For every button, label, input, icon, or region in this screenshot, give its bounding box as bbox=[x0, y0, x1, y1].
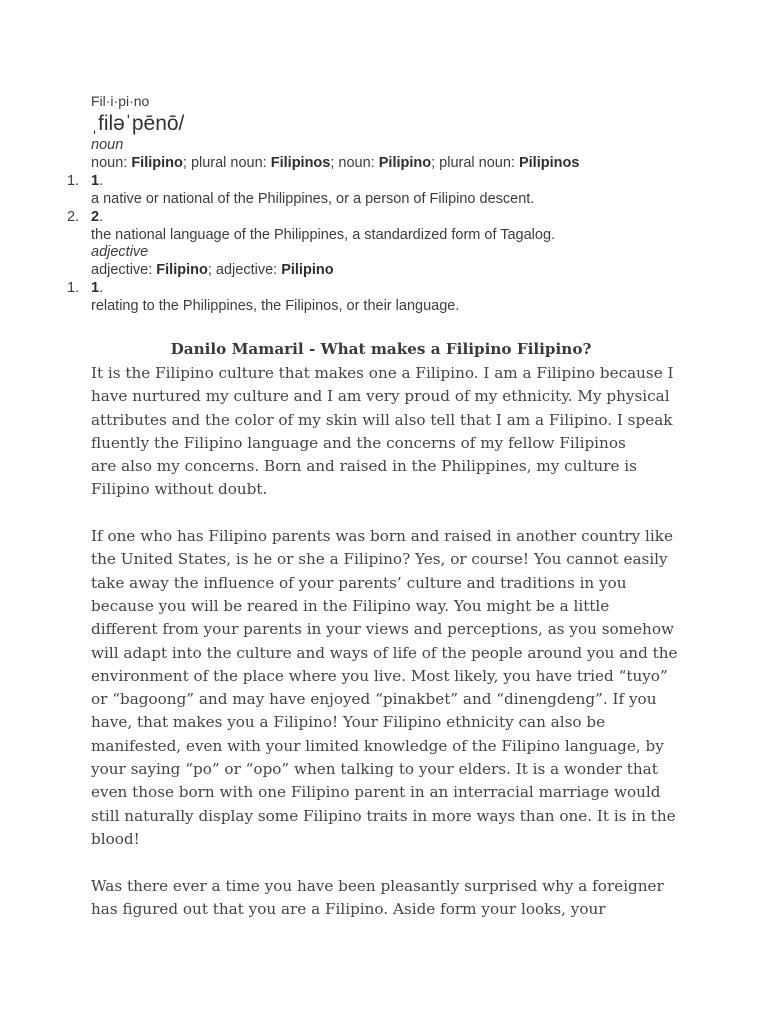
essay-paragraph bbox=[91, 525, 691, 851]
sense-number: 1 bbox=[91, 173, 100, 189]
part-of-speech-adjective: adjective bbox=[91, 244, 149, 260]
text-line: different from your parents in your views and perceptions, as you somehow bbox=[91, 620, 674, 639]
text-line: take away the influence of your parents’ culture and traditions in you bbox=[91, 573, 627, 592]
form-label: adjective: bbox=[91, 262, 157, 278]
list-marker: 1. bbox=[67, 173, 80, 189]
form-label: noun: bbox=[91, 155, 132, 171]
text-line: the United States, is he or she a Filipino? Yes, or course! You cannot easily bbox=[91, 550, 668, 569]
sense-item: 1. 1. a native or national of the Philippines, or a person of Filipino descent. bbox=[91, 172, 731, 208]
text-line: have, that makes you a Filipino! Your Filipino ethnicity can also be bbox=[91, 713, 606, 732]
text-line: blood! bbox=[91, 829, 140, 848]
text-line: Filipino without doubt. bbox=[91, 480, 268, 499]
text-line: still naturally display some Filipino traits in more ways than one. It is in the bbox=[91, 806, 676, 825]
form-separator: ; bbox=[182, 155, 191, 171]
sense-item: 2. 2. the national language of the Philippines, a standardized form of Tagalog. bbox=[91, 208, 731, 244]
sense-item: 1. 1. relating to the Philippines, the Filipinos, or their language. bbox=[91, 279, 731, 315]
text-line: have nurtured my culture and I am very proud of my ethnicity. My physical bbox=[91, 387, 670, 406]
sense-number: 1 bbox=[91, 280, 100, 296]
form-separator: ; bbox=[330, 155, 339, 171]
list-marker: 2. bbox=[67, 209, 80, 225]
form-label: plural noun: bbox=[439, 155, 519, 171]
dictionary-entry bbox=[67, 93, 731, 315]
sense-definition: the national language of the Philippines, a standardized form of Tagalog. bbox=[91, 227, 556, 243]
form-word: Pilipino bbox=[378, 155, 432, 171]
text-line: If one who has Filipino parents was born and raised in another country like bbox=[91, 527, 673, 546]
sense-definition: a native or national of the Philippines, or a person of Filipino descent. bbox=[91, 191, 535, 207]
essay-paragraph bbox=[91, 875, 691, 922]
form-separator: ; bbox=[207, 262, 216, 278]
form-label: adjective: bbox=[215, 262, 282, 278]
text-line: because you will be reared in the Filipino way. You might be a little bbox=[91, 596, 610, 615]
text-line: or “bagoong” and may have enjoyed “pinakbet” and “dinengdeng”. If you bbox=[91, 690, 657, 709]
sense-number: 2 bbox=[91, 209, 100, 225]
text-line: are also my concerns. Born and raised in the Philippines, my culture is bbox=[91, 457, 637, 476]
form-word: Filipino bbox=[131, 155, 183, 171]
text-line: manifested, even with your limited knowledge of the Filipino language, by bbox=[91, 736, 664, 755]
essay-paragraph bbox=[91, 362, 691, 502]
form-word: Pilipinos bbox=[518, 155, 580, 171]
essay-title: Danilo Mamaril - What makes a Filipino Filipino? bbox=[170, 340, 592, 358]
sense-definition: relating to the Philippines, the Filipinos, or their language. bbox=[91, 298, 460, 314]
form-label: noun: bbox=[338, 155, 379, 171]
form-label: plural noun: bbox=[190, 155, 271, 171]
text-line: even those born with one Filipino parent in an interracial marriage would bbox=[91, 783, 661, 802]
text-line: environment of the place where you live. Most likely, you have tried “tuyo” bbox=[91, 666, 668, 685]
text-line: will adapt into the culture and ways of life of the people around you and the bbox=[91, 643, 678, 662]
part-of-speech-noun: noun bbox=[91, 137, 124, 153]
list-marker: 1. bbox=[67, 280, 80, 296]
form-word: Filipinos bbox=[270, 155, 331, 171]
pronunciation: ˌfiləˈpēnō/ bbox=[91, 112, 185, 135]
noun-forms bbox=[91, 154, 731, 172]
syllabification: Fil·i·pi·no bbox=[91, 93, 150, 109]
form-word: Pilipino bbox=[281, 262, 334, 278]
text-line: fluently the Filipino language and the concerns of my fellow Filipinos bbox=[91, 433, 626, 452]
form-separator: ; bbox=[431, 155, 440, 171]
text-line: your saying “po” or “opo” when talking to your elders. It is a wonder that bbox=[91, 760, 658, 779]
essay-body bbox=[91, 362, 691, 944]
text-line: has figured out that you are a Filipino. Aside form your looks, your bbox=[91, 899, 606, 918]
form-word: Filipino bbox=[156, 262, 208, 278]
text-line: attributes and the color of my skin will also tell that I am a Filipino. I speak bbox=[91, 410, 673, 429]
text-line: Was there ever a time you have been pleasantly surprised why a foreigner bbox=[91, 876, 664, 895]
text-line: It is the Filipino culture that makes one a Filipino. I am a Filipino because I bbox=[91, 364, 674, 382]
adjective-forms bbox=[91, 261, 731, 279]
